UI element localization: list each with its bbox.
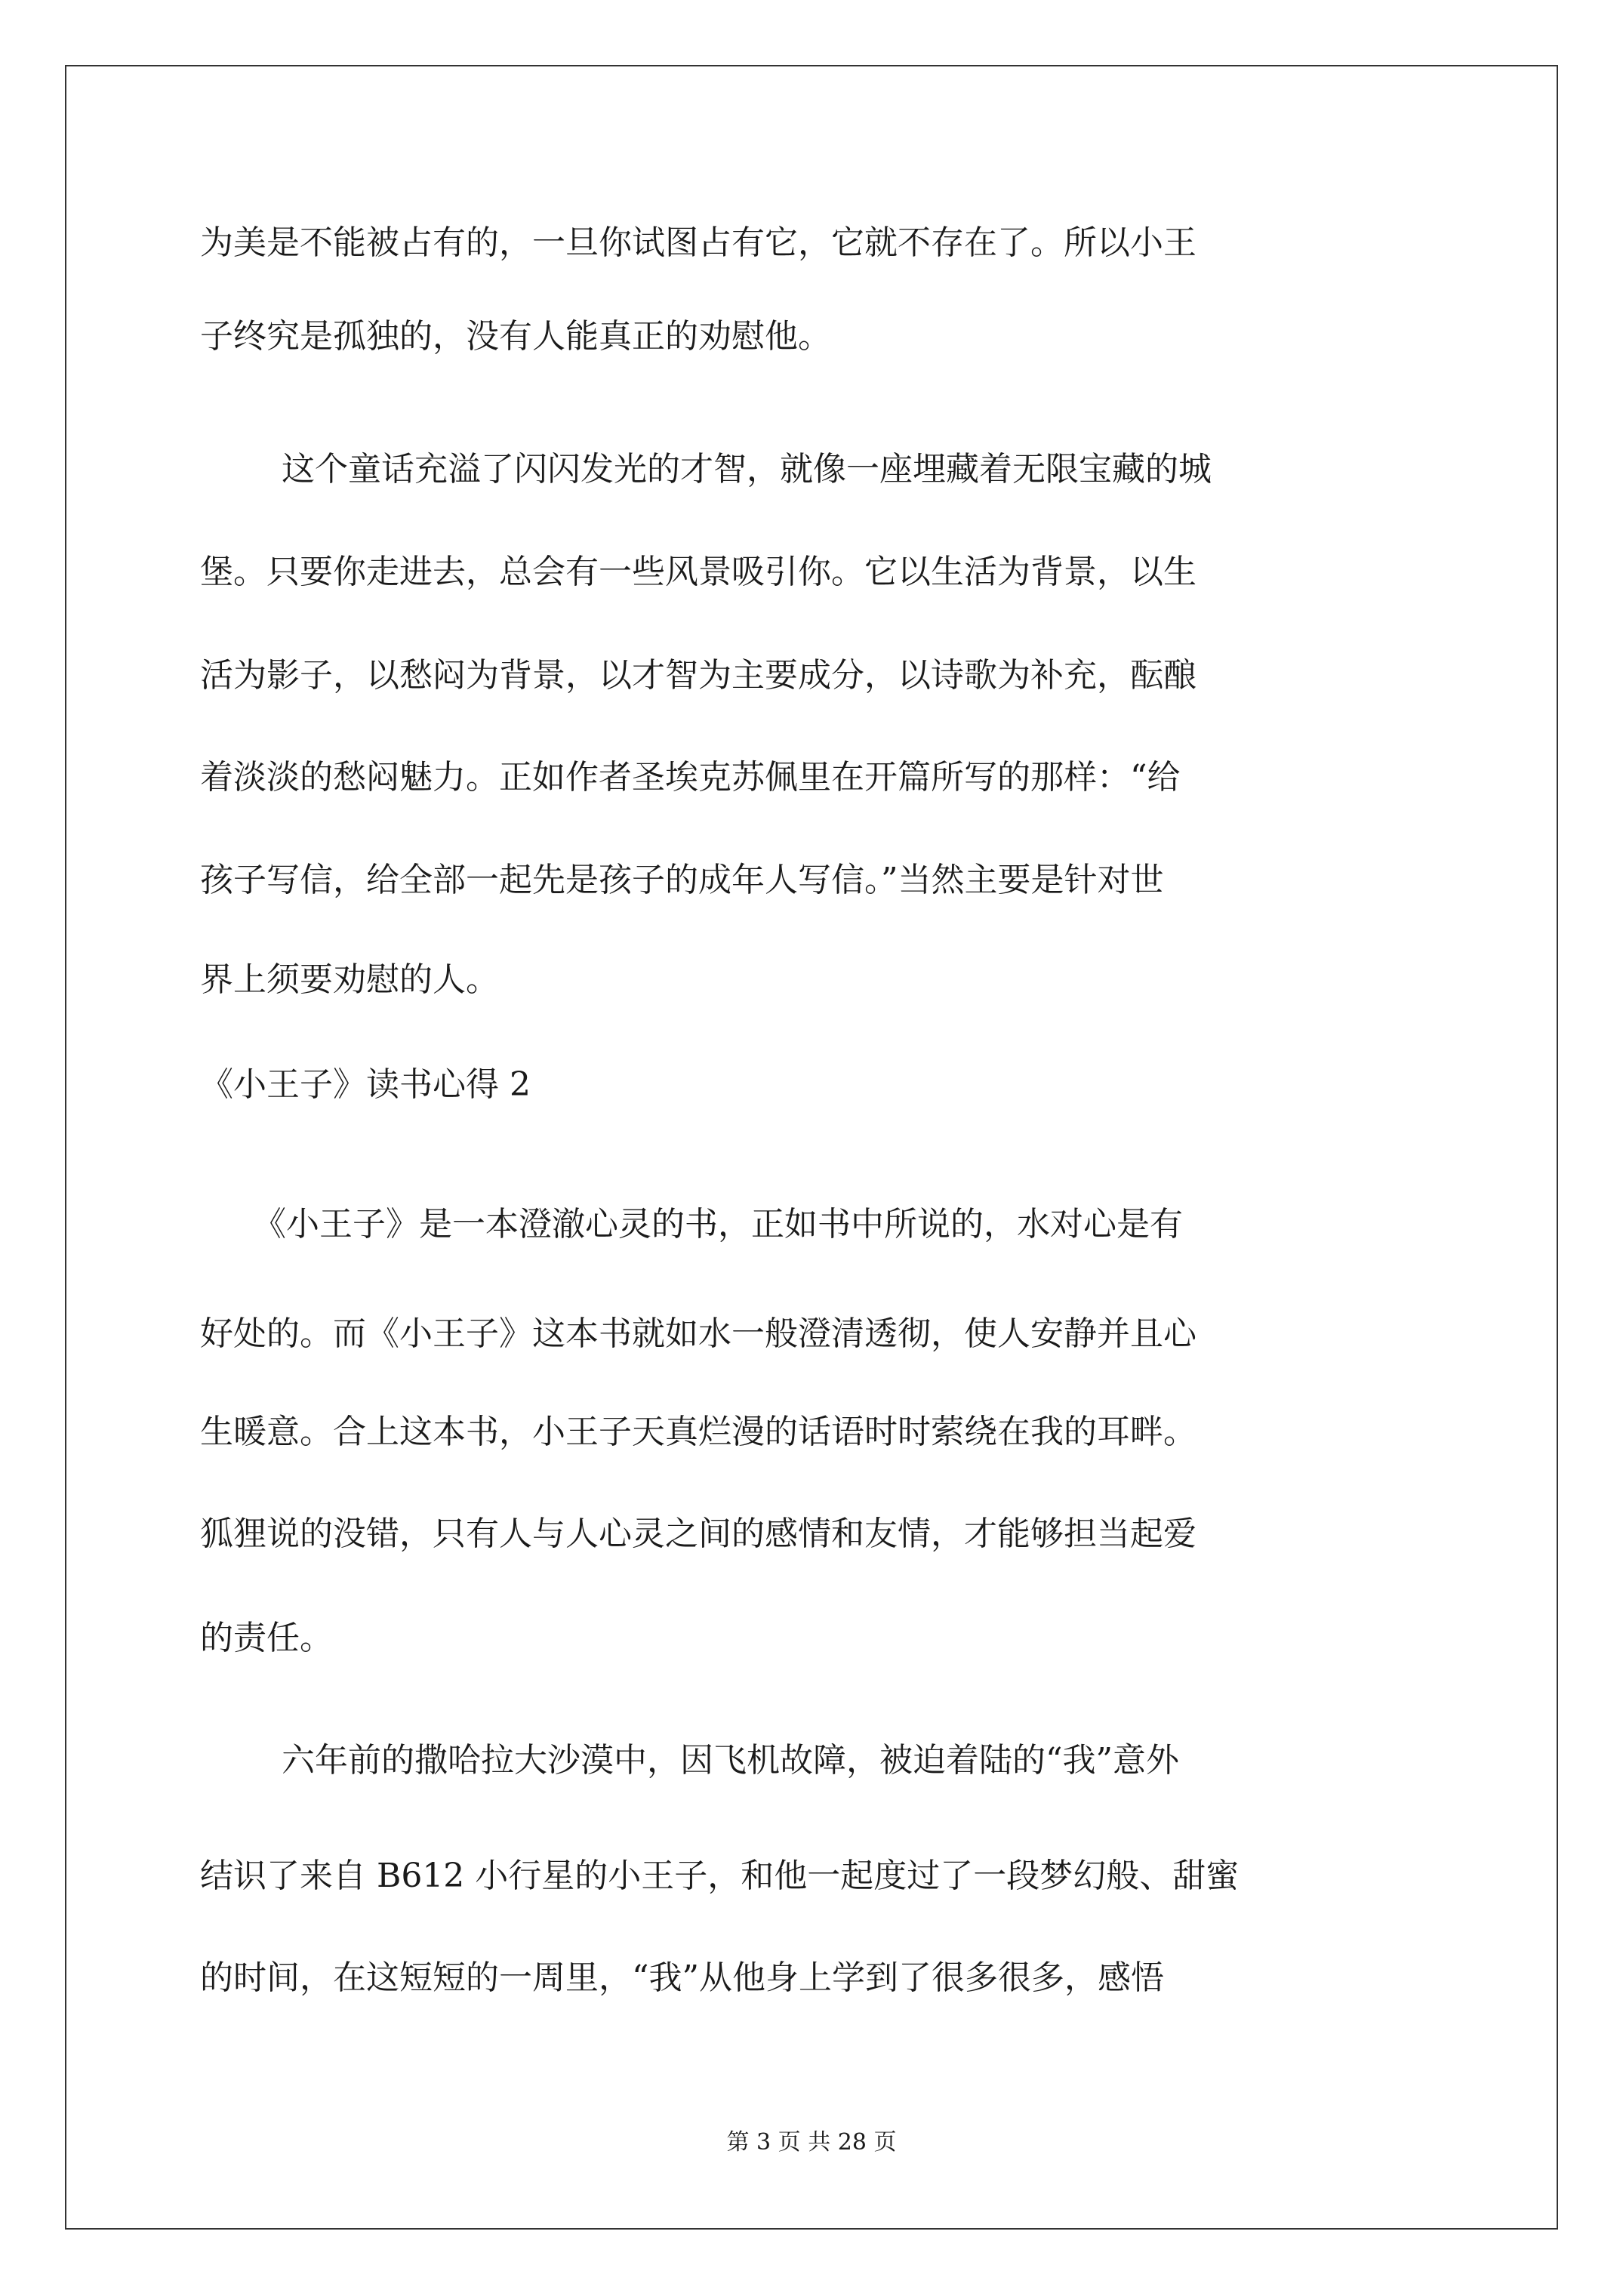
text-line: 堡。只要你走进去，总会有一些风景吸引你。它以生活为背景，以生	[200, 553, 1196, 591]
text-line: 好处的。而《小王子》这本书就如水一般澄清透彻，使人安静并且心	[200, 1314, 1196, 1353]
text-line: 着淡淡的愁闷魅力。正如作者圣埃克苏佩里在开篇所写的那样：“给	[200, 758, 1181, 797]
text-line: 六年前的撒哈拉大沙漠中，因飞机故障，被迫着陆的“我”意外	[282, 1741, 1179, 1780]
text-line: 《小王子》是一本澄澈心灵的书，正如书中所说的，水对心是有	[253, 1205, 1183, 1244]
text-line: 生暖意。合上这本书，小王子天真烂漫的话语时时萦绕在我的耳畔。	[200, 1413, 1196, 1451]
text-line: 的责任。	[200, 1619, 333, 1657]
section-heading: 《小王子》读书心得 2	[200, 1065, 531, 1104]
page-number: 第 3 页 共 28 页	[726, 2129, 897, 2156]
page-border	[65, 65, 1558, 2230]
text-line: 子终究是孤独的，没有人能真正的劝慰他。	[200, 317, 831, 356]
text-line: 孩子写信，给全部一起先是孩子的成年人写信。”当然主要是针对世	[200, 861, 1164, 899]
text-line: 活为影子，以愁闷为背景，以才智为主要成分，以诗歌为补充，酝酿	[200, 656, 1196, 695]
text-line: 界上须要劝慰的人。	[200, 960, 499, 999]
text-line: 结识了来自 B612 小行星的小王子，和他一起度过了一段梦幻般、甜蜜	[200, 1857, 1240, 1895]
text-line: 为美是不能被占有的，一旦你试图占有它，它就不存在了。所以小王	[200, 223, 1196, 262]
text-line: 这个童话充溢了闪闪发光的才智，就像一座埋藏着无限宝藏的城	[282, 450, 1212, 488]
text-line: 狐狸说的没错，只有人与人心灵之间的感情和友情，才能够担当起爱	[200, 1515, 1196, 1553]
text-line: 的时间，在这短短的一周里，“我”从他身上学到了很多很多，感悟	[200, 1959, 1164, 1997]
